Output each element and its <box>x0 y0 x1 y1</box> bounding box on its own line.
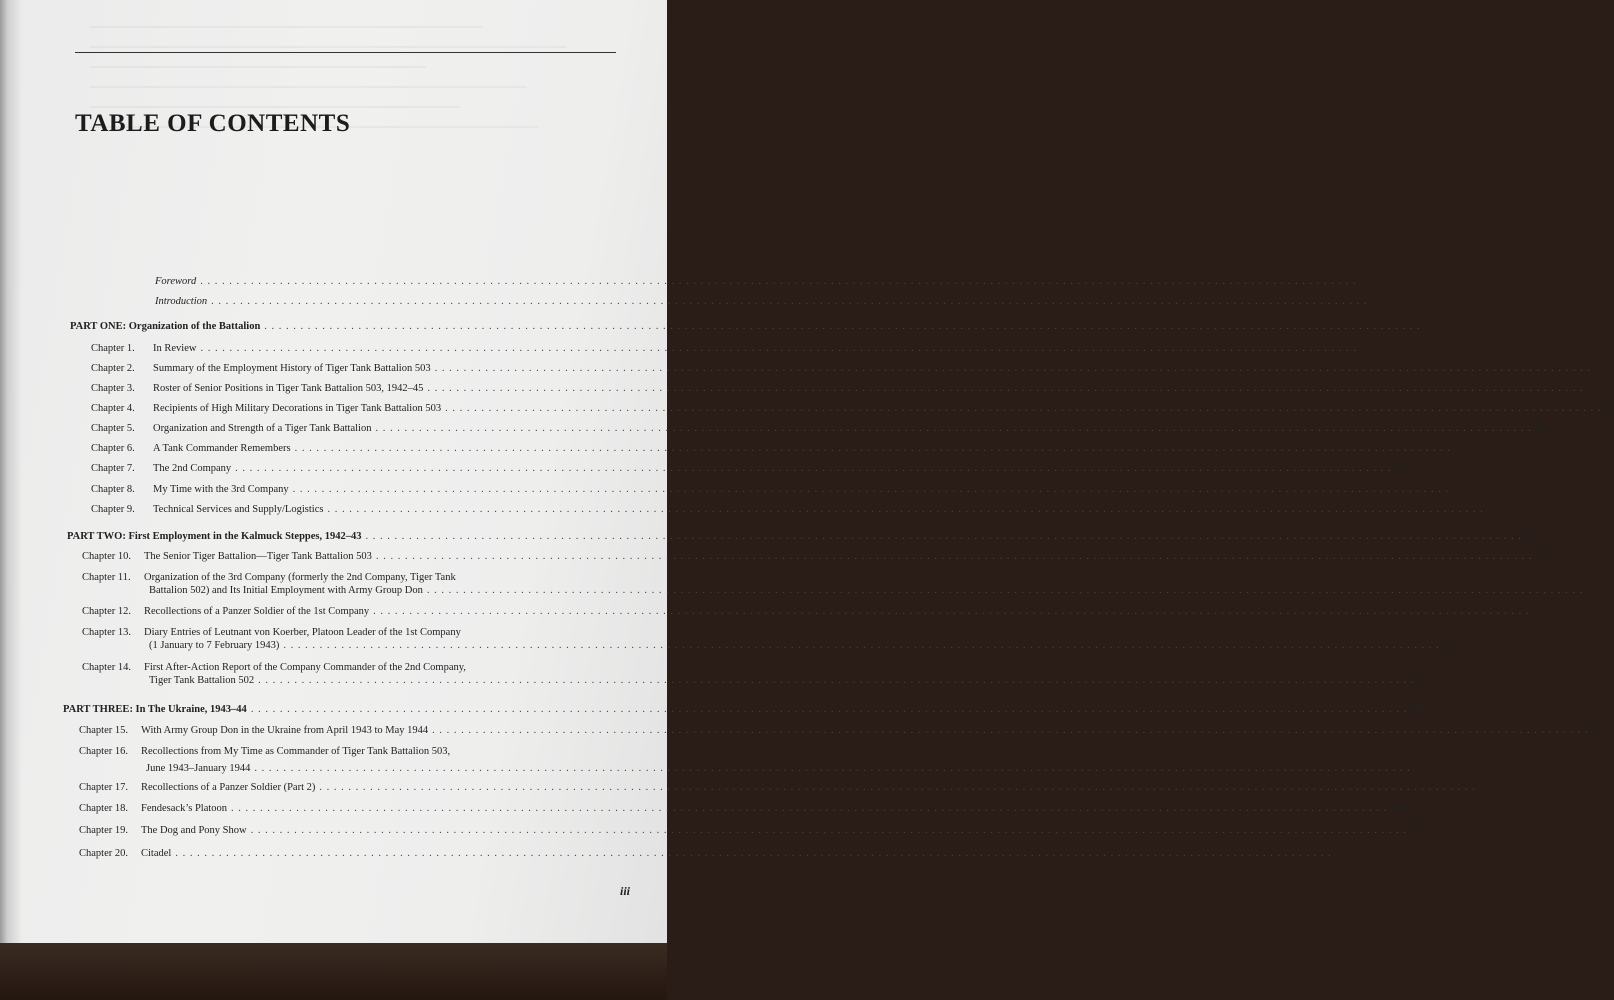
entry-title: My Time with the 3rd Company <box>153 484 289 495</box>
chapter-entry <box>91 402 1614 415</box>
part-heading <box>70 320 1428 333</box>
entry-title: In Review <box>153 343 197 354</box>
chapter-entry <box>82 661 627 674</box>
dot-leader: . . . . . . . . . . . . . . . . . . . . . . . . . . . . . . . . . . . . . . . . . . . . . . . . . . . . . . . . . . . . . . . . . . . . . . . . . . . . . . . . . . . . . . . . . . . . . . . . . . . . . . . . . . . . . . . . . . . . . . . . . . . . . . . . . . . . . . . . . . . . . . . . . . . . . . . . . . . . . . . . <box>175 848 1332 859</box>
dot-leader: . . . . . . . . . . . . . . . . . . . . . . . . . . . . . . . . . . . . . . . . . . . . . . . . . . . . . . . . . . . . . . . . . . . . . . . . . . . . . . . . . . . . . . . . . . . . . . . . . . . . . . . . . . . . . . . . . . . . . . . . . . . . . . . . . . . . . . . . . . . . . . . . . . . . . . . . . . . . . . . . <box>200 343 1357 354</box>
entry-page: 63 <box>1531 606 1542 617</box>
chapter-entry <box>91 483 1462 496</box>
page-number: iii <box>620 884 631 898</box>
dot-leader: . . . . . . . . . . . . . . . . . . . . . . . . . . . . . . . . . . . . . . . . . . . . . . . . . . . . . . . . . . . . . . . . . . . . . . . . . . . . . . . . . . . . . . . . . . . . . . . . . . . . . . . . . . . . . . . . . . . . . . . . . . . . . . . . . . . . . . . . . . . . . . . . . . . . . . . . . . . . . . . . <box>375 423 1532 434</box>
entry-title: The Senior Tiger Battalion—Tiger Tank Battalion 503 <box>144 551 372 562</box>
chapter-number: Chapter 2. <box>91 363 135 374</box>
chapter-entry <box>91 382 1591 395</box>
chapter-entry <box>82 605 1542 618</box>
entry-title: PART TWO: First Employment in the Kalmuck Steppes, 1942–43 <box>67 531 362 542</box>
entry-page: v <box>1358 276 1364 287</box>
entry-page: 13 <box>1603 403 1614 414</box>
entry-page: 59 <box>1585 585 1596 596</box>
chapter-number: Chapter 5. <box>91 423 135 434</box>
chapter-number: Chapter 7. <box>91 463 135 474</box>
chapter-entry <box>91 442 1464 455</box>
entry-page: vii <box>1369 296 1381 307</box>
dot-leader: . . . . . . . . . . . . . . . . . . . . . . . . . . . . . . . . . . . . . . . . . . . . . . . . . . . . . . . . . . . . . . . . . . . . . . . . . . . . . . . . . . . . . . . . . . . . . . . . . . . . . . . . . . . . . . . . . . . . . . . . . . . . . . . . . . . . . . . . . . . . . . . . . . . . . . . . . . . . . . . . <box>445 403 1602 414</box>
entry-title: Organization and Strength of a Tiger Tank Battalion <box>153 423 372 434</box>
entry-title: Foreword <box>155 276 197 287</box>
part-heading <box>63 703 1425 716</box>
entry-page: 105 <box>1409 704 1425 715</box>
entry-title: June 1943–January 1944 <box>146 763 251 774</box>
chapter-number: Chapter 12. <box>82 606 131 617</box>
entry-title: (1 January to 7 February 1943) <box>149 640 280 651</box>
chapter-number: Chapter 15. <box>79 725 128 736</box>
chapter-number: Chapter 3. <box>91 383 135 394</box>
dot-leader: . . . . . . . . . . . . . . . . . . . . . . . . . . . . . . . . . . . . . . . . . . . . . . . . . . . . . . . . . . . . . . . . . . . . . . . . . . . . . . . . . . . . . . . . . . . . . . . . . . . . . . . . . . . . . . . . . . . . . . . . . . . . . . . . . . . . . . . . . . . . . . . . . . . . . . . . . . . . . . . . <box>375 551 1533 562</box>
chapter-entry <box>79 847 1350 860</box>
entry-title: Technical Services and Supply/Logistics <box>153 504 324 515</box>
chapter-entry <box>91 422 1545 435</box>
entry-title: Tiger Tank Battalion 502 <box>149 675 255 686</box>
chapter-number: Chapter 9. <box>91 504 135 515</box>
dot-leader: . . . . . . . . . . . . . . . . . . . . . . . . . . . . . . . . . . . . . . . . . . . . . . . . . . . . . . . . . . . . . . . . . . . . . . . . . . . . . . . . . . . . . . . . . . . . . . . . . . . . . . . . . . . . . . . . . . . . . . . . . . . . . . . . . . . . . . . . . . . . . . . . . . . . . . . . . . . . . . . . <box>319 782 1476 793</box>
chapter-number: Chapter 19. <box>79 825 128 836</box>
chapter-entry-continued <box>146 762 1429 775</box>
chapter-number: Chapter 20. <box>79 848 128 859</box>
chapter-number: Chapter 11. <box>82 572 131 583</box>
entry-page: 5 <box>1592 363 1599 374</box>
entry-page: 109 <box>1412 763 1429 774</box>
dot-leader: . . . . . . . . . . . . . . . . . . . . . . . . . . . . . . . . . . . . . . . . . . . . . . . . . . . . . . . . . . . . . . . . . . . . . . . . . . . . . . . . . . . . . . . . . . . . . . . . . . . . . . . . . . . . . . . . . . . . . . . . . . . . . . . . . . . . . . . . . . . . . . . . . . . . . . . . . . . . . . . . <box>250 704 1408 715</box>
entry-title: With Army Group Don in the Ukraine from April 1943 to May 1944 <box>141 725 429 736</box>
entry-page: 3 <box>1358 343 1365 354</box>
spine-shadow <box>0 0 22 943</box>
chapter-entry <box>79 724 1607 737</box>
entry-title: Introduction <box>155 296 208 307</box>
entry-title: Battalion 502) and Its Initial Employment with Army Group Don <box>149 585 423 596</box>
toc-entry <box>155 295 1381 308</box>
chapter-entry-continued <box>149 639 1453 652</box>
entry-title: The Dog and Pony Show <box>141 825 247 836</box>
chapter-entry <box>91 362 1599 375</box>
entry-title: First After-Action Report of the Company Commander of the 2nd Company, <box>144 662 466 673</box>
part-heading <box>67 530 1535 543</box>
entry-page: 39 <box>1485 504 1497 515</box>
entry-page: 107 <box>1590 725 1607 736</box>
entry-page: 27 <box>1393 463 1405 474</box>
entry-page: 9 <box>1585 383 1591 394</box>
chapter-entry <box>79 745 634 758</box>
entry-title: Recipients of High Military Decorations in Tiger Tank Battalion 503 <box>153 403 442 414</box>
entry-title: Organization of the 3rd Company (formerly the 2nd Company, Tiger Tank <box>144 572 456 583</box>
dot-leader: . . . . . . . . . . . . . . . . . . . . . . . . . . . . . . . . . . . . . . . . . . . . . . . . . . . . . . . . . . . . . . . . . . . . . . . . . . . . . . . . . . . . . . . . . . . . . . . . . . . . . . . . . . . . . . . . . . . . . . . . . . . . . . . . . . . . . . . . . . . . . . . . . . . . . . . . . . . . . . . . <box>258 675 1415 686</box>
entry-page: 135 <box>1408 825 1425 836</box>
chapter-entry <box>91 342 1365 355</box>
chapter-entry <box>79 824 1425 837</box>
chapter-entry <box>91 503 1497 516</box>
chapter-number: Chapter 14. <box>82 662 131 673</box>
entry-page: 57 <box>1534 551 1545 562</box>
dot-leader: . . . . . . . . . . . . . . . . . . . . . . . . . . . . . . . . . . . . . . . . . . . . . . . . . . . . . . . . . . . . . . . . . . . . . . . . . . . . . . . . . . . . . . . . . . . . . . . . . . . . . . . . . . . . . . . . . . . . . . . . . . . . . . . . . . . . . . . . . . . . . . . . . . . . . . . . . . . . . . . . <box>365 531 1522 542</box>
dot-leader: . . . . . . . . . . . . . . . . . . . . . . . . . . . . . . . . . . . . . . . . . . . . . . . . . . . . . . . . . . . . . . . . . . . . . . . . . . . . . . . . . . . . . . . . . . . . . . . . . . . . . . . . . . . . . . . . . . . . . . . . . . . . . . . . . . . . . . . . . . . . . . . . . . . . . . . . . . . . . . . . <box>426 585 1584 596</box>
entry-title: Fendesack’s Platoon <box>141 803 228 814</box>
chapter-number: Chapter 10. <box>82 551 131 562</box>
chapter-number: Chapter 17. <box>79 782 128 793</box>
chapter-number: Chapter 13. <box>82 627 131 638</box>
chapter-entry <box>82 626 627 639</box>
entry-title: Roster of Senior Positions in Tiger Tank Battalion 503, 1942–45 <box>153 383 424 394</box>
dot-leader: . . . . . . . . . . . . . . . . . . . . . . . . . . . . . . . . . . . . . . . . . . . . . . . . . . . . . . . . . . . . . . . . . . . . . . . . . . . . . . . . . . . . . . . . . . . . . . . . . . . . . . . . . . . . . . . . . . . . . . . . . . . . . . . . . . . . . . . . . . . . . . . . . . . . . . . . . . . . . . . . <box>235 463 1392 474</box>
entry-title: Recollections of a Panzer Soldier of the 1st Company <box>144 606 370 617</box>
entry-title: Diary Entries of Leutnant von Koerber, Platoon Leader of the 1st Company <box>144 627 461 638</box>
chapter-entry-continued <box>149 584 1596 597</box>
entry-page: 137 <box>1333 848 1350 859</box>
dot-leader: . . . . . . . . . . . . . . . . . . . . . . . . . . . . . . . . . . . . . . . . . . . . . . . . . . . . . . . . . . . . . . . . . . . . . . . . . . . . . . . . . . . . . . . . . . . . . . . . . . . . . . . . . . . . . . . . . . . . . . . . . . . . . . . . . . . . . . . . . . . . . . . . . . . . . . . . . . . . . . . . <box>211 296 1368 307</box>
chapter-number: Chapter 1. <box>91 343 135 354</box>
chapter-entry <box>79 781 1494 794</box>
entry-title: Recollections of a Panzer Soldier (Part 2) <box>141 782 316 793</box>
dot-leader: . . . . . . . . . . . . . . . . . . . . . . . . . . . . . . . . . . . . . . . . . . . . . . . . . . . . . . . . . . . . . . . . . . . . . . . . . . . . . . . . . . . . . . . . . . . . . . . . . . . . . . . . . . . . . . . . . . . . . . . . . . . . . . . . . . . . . . . . . . . . . . . . . . . . . . . . . . . . . . . . <box>294 443 1451 454</box>
entry-title: Summary of the Employment History of Tiger Tank Battalion 503 <box>153 363 431 374</box>
chapter-entry <box>91 462 1405 475</box>
dot-leader: . . . . . . . . . . . . . . . . . . . . . . . . . . . . . . . . . . . . . . . . . . . . . . . . . . . . . . . . . . . . . . . . . . . . . . . . . . . . . . . . . . . . . . . . . . . . . . . . . . . . . . . . . . . . . . . . . . . . . . . . . . . . . . . . . . . . . . . . . . . . . . . . . . . . . . . . . . . . . . . . <box>327 504 1484 515</box>
entry-page: 115 <box>1477 782 1494 793</box>
entry-page: 79 <box>1416 675 1428 686</box>
entry-page: 131 <box>1389 803 1406 814</box>
entry-title: PART ONE: Organization of the Battalion <box>70 321 261 332</box>
table-surface <box>0 943 667 1000</box>
dot-leader: . . . . . . . . . . . . . . . . . . . . . . . . . . . . . . . . . . . . . . . . . . . . . . . . . . . . . . . . . . . . . . . . . . . . . . . . . . . . . . . . . . . . . . . . . . . . . . . . . . . . . . . . . . . . . . . . . . . . . . . . . . . . . . . . . . . . . . . . . . . . . . . . . . . . . . . . . . . . . . . . <box>231 803 1388 814</box>
chapter-number: Chapter 16. <box>79 746 128 757</box>
chapter-entry <box>82 550 1545 563</box>
chapter-number: Chapter 8. <box>91 484 135 495</box>
entry-title: PART THREE: In The Ukraine, 1943–44 <box>63 704 247 715</box>
toc-entry <box>155 275 1364 288</box>
dot-leader: . . . . . . . . . . . . . . . . . . . . . . . . . . . . . . . . . . . . . . . . . . . . . . . . . . . . . . . . . . . . . . . . . . . . . . . . . . . . . . . . . . . . . . . . . . . . . . . . . . . . . . . . . . . . . . . . . . . . . . . . . . . . . . . . . . . . . . . . . . . . . . . . . . . . . . . . . . . . . . . . <box>427 383 1584 394</box>
entry-page: 1 <box>1422 321 1428 332</box>
dot-leader: . . . . . . . . . . . . . . . . . . . . . . . . . . . . . . . . . . . . . . . . . . . . . . . . . . . . . . . . . . . . . . . . . . . . . . . . . . . . . . . . . . . . . . . . . . . . . . . . . . . . . . . . . . . . . . . . . . . . . . . . . . . . . . . . . . . . . . . . . . . . . . . . . . . . . . . . . . . . . . . . <box>434 363 1591 374</box>
entry-page: 31 <box>1451 484 1462 495</box>
show-through-text <box>90 8 650 208</box>
dot-leader: . . . . . . . . . . . . . . . . . . . . . . . . . . . . . . . . . . . . . . . . . . . . . . . . . . . . . . . . . . . . . . . . . . . . . . . . . . . . . . . . . . . . . . . . . . . . . . . . . . . . . . . . . . . . . . . . . . . . . . . . . . . . . . . . . . . . . . . . . . . . . . . . . . . . . . . . . . . . . . . . <box>283 640 1440 651</box>
dot-leader: . . . . . . . . . . . . . . . . . . . . . . . . . . . . . . . . . . . . . . . . . . . . . . . . . . . . . . . . . . . . . . . . . . . . . . . . . . . . . . . . . . . . . . . . . . . . . . . . . . . . . . . . . . . . . . . . . . . . . . . . . . . . . . . . . . . . . . . . . . . . . . . . . . . . . . . . . . . . . . . . <box>250 825 1407 836</box>
entry-page: 55 <box>1523 531 1535 542</box>
entry-title: The 2nd Company <box>153 463 232 474</box>
entry-title: Recollections from My Time as Commander of Tiger Tank Battalion 503, <box>141 746 451 757</box>
chapter-number: Chapter 18. <box>79 803 128 814</box>
entry-title: Citadel <box>141 848 172 859</box>
entry-page: 21 <box>1452 443 1464 454</box>
header-rule <box>75 52 616 53</box>
dot-leader: . . . . . . . . . . . . . . . . . . . . . . . . . . . . . . . . . . . . . . . . . . . . . . . . . . . . . . . . . . . . . . . . . . . . . . . . . . . . . . . . . . . . . . . . . . . . . . . . . . . . . . . . . . . . . . . . . . . . . . . . . . . . . . . . . . . . . . . . . . . . . . . . . . . . . . . . . . . . . . . . <box>264 321 1421 332</box>
entry-page: 15 <box>1533 423 1545 434</box>
dot-leader: . . . . . . . . . . . . . . . . . . . . . . . . . . . . . . . . . . . . . . . . . . . . . . . . . . . . . . . . . . . . . . . . . . . . . . . . . . . . . . . . . . . . . . . . . . . . . . . . . . . . . . . . . . . . . . . . . . . . . . . . . . . . . . . . . . . . . . . . . . . . . . . . . . . . . . . . . . . . . . . . <box>200 276 1357 287</box>
page-title: TABLE OF CONTENTS <box>75 110 351 137</box>
chapter-entry <box>79 802 1406 815</box>
entry-title: A Tank Commander Remembers <box>153 443 291 454</box>
chapter-entry-continued <box>149 674 1428 687</box>
dot-leader: . . . . . . . . . . . . . . . . . . . . . . . . . . . . . . . . . . . . . . . . . . . . . . . . . . . . . . . . . . . . . . . . . . . . . . . . . . . . . . . . . . . . . . . . . . . . . . . . . . . . . . . . . . . . . . . . . . . . . . . . . . . . . . . . . . . . . . . . . . . . . . . . . . . . . . . . . . . . . . . . <box>373 606 1530 617</box>
chapter-entry <box>82 571 627 584</box>
dot-leader: . . . . . . . . . . . . . . . . . . . . . . . . . . . . . . . . . . . . . . . . . . . . . . . . . . . . . . . . . . . . . . . . . . . . . . . . . . . . . . . . . . . . . . . . . . . . . . . . . . . . . . . . . . . . . . . . . . . . . . . . . . . . . . . . . . . . . . . . . . . . . . . . . . . . . . . . . . . . . . . . <box>254 763 1411 774</box>
entry-page: 69 <box>1441 640 1453 651</box>
chapter-number: Chapter 4. <box>91 403 135 414</box>
chapter-number: Chapter 6. <box>91 443 135 454</box>
dot-leader: . . . . . . . . . . . . . . . . . . . . . . . . . . . . . . . . . . . . . . . . . . . . . . . . . . . . . . . . . . . . . . . . . . . . . . . . . . . . . . . . . . . . . . . . . . . . . . . . . . . . . . . . . . . . . . . . . . . . . . . . . . . . . . . . . . . . . . . . . . . . . . . . . . . . . . . . . . . . . . . . <box>432 725 1589 736</box>
dot-leader: . . . . . . . . . . . . . . . . . . . . . . . . . . . . . . . . . . . . . . . . . . . . . . . . . . . . . . . . . . . . . . . . . . . . . . . . . . . . . . . . . . . . . . . . . . . . . . . . . . . . . . . . . . . . . . . . . . . . . . . . . . . . . . . . . . . . . . . . . . . . . . . . . . . . . . . . . . . . . . . . <box>292 484 1450 495</box>
